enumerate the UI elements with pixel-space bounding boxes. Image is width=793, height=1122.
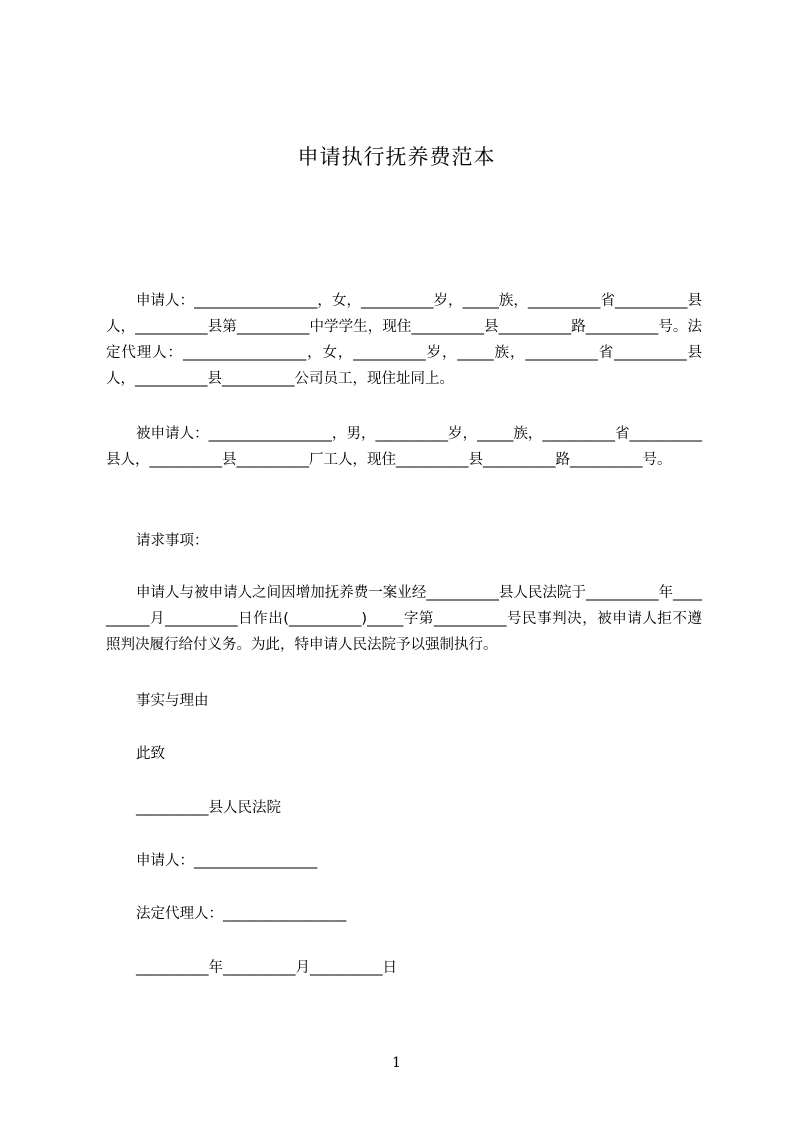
applicant-paragraph: 申请人：_________________，女，__________岁，_____族，__________省__________县人，__________县第__________中学学生，现住__________县__________路__________号。法定代理人：_________________，女，__________岁，_____族，__________省__________县人，__________县__________公司员工，现住址同上。 xyxy=(106,293,702,387)
respondent-paragraph: 被申请人：_________________，男，__________岁，_____族，__________省__________县人，__________县__________厂工人，现住__________县__________路__________号。 xyxy=(106,426,702,468)
signature-agent: 法定代理人：_________________ xyxy=(136,906,347,922)
signature-applicant: 申请人：_________________ xyxy=(136,853,318,869)
date-line: __________年__________月__________日 xyxy=(136,960,397,976)
document-title: 申请执行抚养费范本 xyxy=(297,145,496,169)
facts-heading: 事实与理由 xyxy=(136,693,209,709)
court-line: __________县人民法院 xyxy=(136,800,281,816)
request-paragraph: 申请人与被申请人之间因增加抚养费一案业经__________县人民法院于__________年__________月__________日作出(__________)_____字第__________号民事判决，被申请人拒不遵照判决履行给付义务。为此，特申请人民法院予以强制执行。 xyxy=(106,585,702,653)
request-heading: 请求事项： xyxy=(136,533,209,549)
salutation: 此致 xyxy=(136,746,165,762)
page-number: 1 xyxy=(392,1055,401,1071)
